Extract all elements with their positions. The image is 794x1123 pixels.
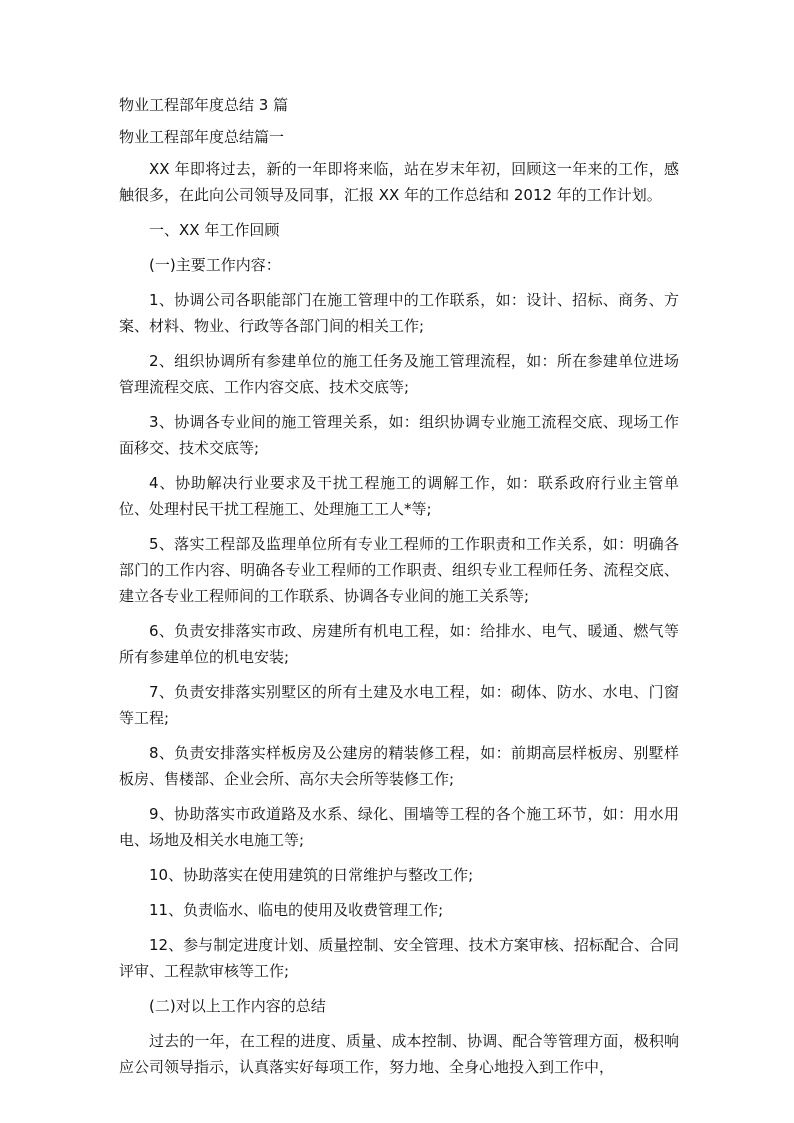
work-item-12: 12、参与制定进度计划、质量控制、安全管理、技术方案审核、招标配合、合同评审、工程款审核等工作; bbox=[119, 936, 679, 980]
work-item-11: 11、负责临水、临电的使用及收费管理工作; bbox=[149, 901, 444, 919]
subsection-heading-summary: (二)对以上工作内容的总结 bbox=[149, 997, 326, 1015]
work-item-8: 8、负责安排落实样板房及公建房的精装修工程，如：前期高层样板房、别墅样板房、售楼部、企业会所、高尔夫会所等装修工作; bbox=[119, 744, 679, 788]
work-item-6: 6、负责安排落实市政、房建所有机电工程，如：给排水、电气、暖通、燃气等所有参建单位的机电安装; bbox=[119, 622, 679, 666]
subsection-heading-main-work: (一)主要工作内容： bbox=[149, 256, 281, 274]
section-heading-review: 一、XX 年工作回顾 bbox=[149, 221, 280, 239]
work-item-10: 10、协助落实在使用建筑的日常维护与整改工作; bbox=[149, 866, 474, 884]
document-page bbox=[119, 92, 679, 1080]
summary-paragraph: 过去的一年，在工程的进度、质量、成本控制、协调、配合等管理方面，极积响应公司领导指示，认真落实好每项工作，努力地、全身心地投入到工作中， bbox=[119, 1032, 679, 1076]
work-item-4: 4、协助解决行业要求及干扰工程施工的调解工作，如：联系政府行业主管单位、处理村民干扰工程施工、处理施工工人*等; bbox=[119, 474, 679, 518]
work-item-7: 7、负责安排落实别墅区的所有土建及水电工程，如：砌体、防水、水电、门窗等工程; bbox=[119, 683, 679, 727]
work-item-5: 5、落实工程部及监理单位所有专业工程师的工作职责和工作关系，如：明确各部门的工作内容、明确各专业工程师的工作职责、组织专业工程师任务、流程交底、建立各专业工程师间的工作联系、协调各专业间的施工关系等; bbox=[119, 535, 679, 605]
document-title: 物业工程部年度总结 3 篇 bbox=[119, 96, 289, 114]
intro-paragraph: XX 年即将过去，新的一年即将来临，站在岁末年初，回顾这一年来的工作，感触很多，在此向公司领导及同事，汇报 XX 年的工作总结和 2012 年的工作计划。 bbox=[119, 160, 679, 204]
work-item-9: 9、协助落实市政道路及水系、绿化、围墙等工程的各个施工环节，如：用水用电、场地及相关水电施工等; bbox=[119, 805, 679, 849]
document-subtitle: 物业工程部年度总结篇一 bbox=[119, 128, 285, 146]
work-item-3: 3、协调各专业间的施工管理关系，如：组织协调专业施工流程交底、现场工作面移交、技术交底等; bbox=[119, 413, 679, 457]
work-item-1: 1、协调公司各职能部门在施工管理中的工作联系，如：设计、招标、商务、方案、材料、物业、行政等各部门间的相关工作; bbox=[119, 291, 679, 335]
work-item-2: 2、组织协调所有参建单位的施工任务及施工管理流程，如：所在参建单位进场管理流程交底、工作内容交底、技术交底等; bbox=[119, 352, 679, 396]
